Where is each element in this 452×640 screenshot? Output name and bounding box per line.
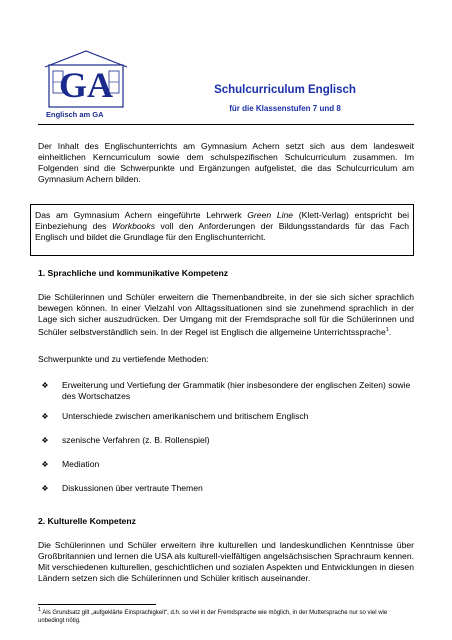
methods-list	[38, 380, 414, 494]
textbook-info-box	[30, 204, 414, 256]
footnote-text: Als Grundsatz gilt „aufgeklärte Einsprachigkeit“, d.h. so viel in der Fremdsprache wie möglich, in der Muttersprache nur so viel wie unbedingt nötig.	[38, 610, 388, 624]
section-1-paragraph	[38, 292, 414, 338]
document-title: Schulcurriculum Englisch	[214, 84, 356, 96]
footnote	[38, 606, 414, 625]
header-divider	[38, 124, 414, 125]
list-item-text: Erweiterung und Vertiefung der Grammatik (hier insbesondere der englischen Zeiten) sowie des Wortschatzes	[62, 380, 411, 401]
list-item	[38, 380, 414, 402]
workbook-name: Workbooks	[112, 221, 155, 231]
box-text-2: (Klett-Verlag) entspricht bei Einbeziehung des	[35, 210, 409, 231]
footnote-ref: 1	[385, 327, 389, 333]
logo-letters: GA	[59, 65, 113, 105]
school-logo	[41, 47, 131, 117]
title-block	[142, 74, 428, 113]
intro-paragraph: Der Inhalt des Englischunterrichts am Gymnasium Achern setzt sich aus dem landesweit einheitlichen Kerncurriculum sowie dem schulspezifischen Schulcurriculum zusammen. Im Folgenden sind die Schwerpunkte und Ergänzungen aufgelistet, die das Schulcurriculum am Gymnasium Achern bilden.	[38, 141, 414, 184]
footnote-number: 1	[38, 607, 42, 613]
section-2-heading: 2. Kulturelle Kompetenz	[38, 516, 136, 526]
diamond-bullet-icon: ❖	[41, 381, 49, 390]
section-1-heading: 1. Sprachliche und kommunikative Kompetenz	[38, 268, 229, 278]
section-2-paragraph: Die Schülerinnen und Schüler erweitern ihre kulturellen und landeskundlichen Kenntnisse über Großbritannien und lernen die USA als kulturell-vielfältigen angelsächsischen Sprachraum kennen. Mit verschiedenen kulturellen, geschichtlichen und sozialen Aspekten und Entwicklungen in diesen Ländern setzen sich die Schülerinnen und Schüler kritisch auseinander.	[38, 540, 414, 583]
list-item	[38, 435, 414, 446]
diamond-bullet-icon: ❖	[41, 484, 49, 493]
section-1-text: Die Schülerinnen und Schüler erweitern die Themenbandbreite, in der sie sich sicher sprachlich bewegen können. In einer Vielzahl von Alltagssituationen sind sie zunehmend sprachlich in der Lage sich sicher auszudrücken. Der Umgang mit der Fremdsprache soll für die Schülerinnen und Schüler selbstverständlich sein. In der Regel ist Englisch die allgemeine Unterrichtssprache	[38, 292, 414, 337]
box-text-3: voll den Anforderungen der Bildungsstandards für das Fach Englisch und bildet die Grundlage für den Englischunterricht.	[35, 221, 409, 242]
diamond-bullet-icon: ❖	[41, 436, 49, 445]
list-item	[38, 411, 414, 422]
box-text-1: Das am Gymnasium Achern eingeführte Lehrwerk	[35, 210, 248, 220]
list-item	[38, 483, 414, 494]
list-item-text: Diskussionen über vertraute Themen	[62, 483, 203, 493]
list-item-text: Unterschiede zwischen amerikanischem und britischem Englisch	[62, 411, 309, 421]
footnote-divider	[38, 604, 156, 605]
textbook-info-text	[35, 210, 409, 243]
document-subtitle: für die Klassenstufen 7 und 8	[229, 104, 341, 113]
diamond-bullet-icon: ❖	[41, 412, 49, 421]
logo-caption: Englisch am GA	[46, 110, 104, 119]
section-1-text-end: .	[388, 326, 392, 337]
list-item-text: szenische Verfahren (z. B. Rollenspiel)	[62, 435, 210, 445]
diamond-bullet-icon: ❖	[41, 460, 49, 469]
list-item	[38, 459, 414, 470]
methods-intro: Schwerpunkte und zu vertiefende Methoden:	[38, 354, 209, 364]
list-item-text: Mediation	[62, 459, 100, 469]
textbook-name: Green Line	[247, 210, 294, 220]
